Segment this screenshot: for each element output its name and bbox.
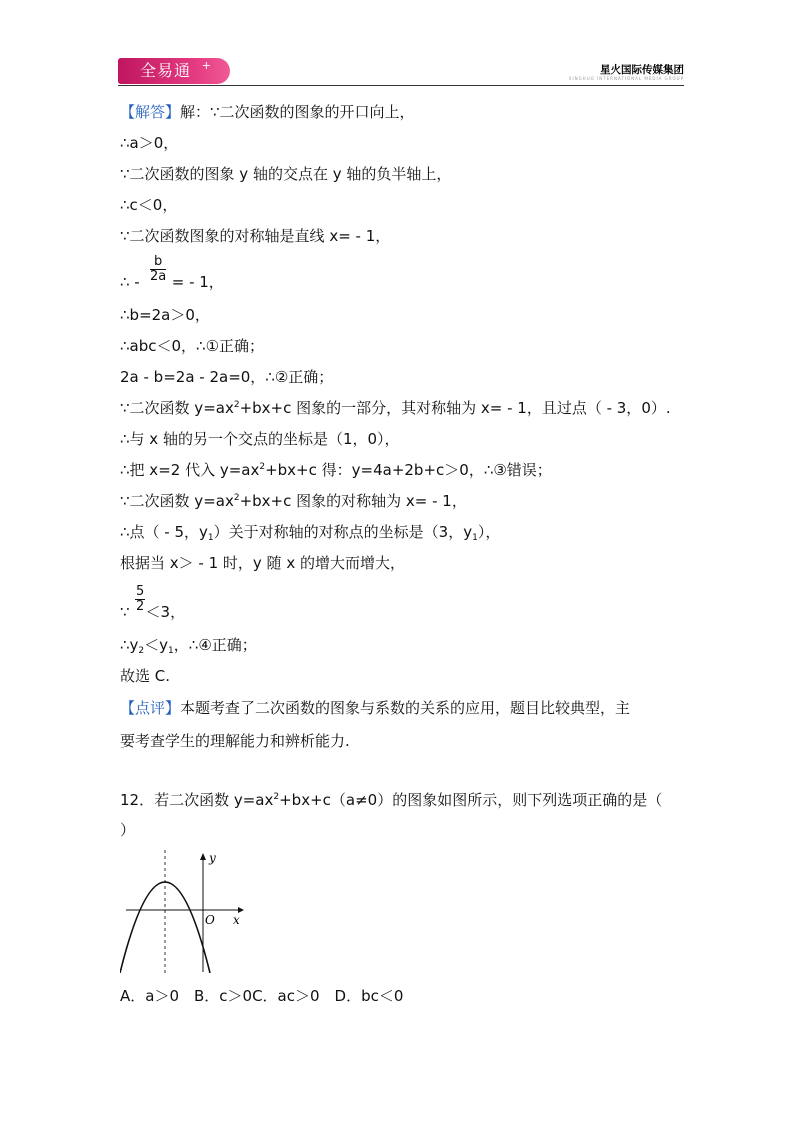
l14-sub2: 1	[472, 533, 478, 543]
solution-line-4: ∴c＜0，	[120, 196, 178, 214]
l6-prefix: ∴ -	[120, 273, 140, 291]
l14-b: ）关于对称轴的对称点的坐标是（3，y	[213, 523, 473, 541]
l10-a: ∵二次函数 y=ax	[120, 399, 234, 417]
l14-sub1: 1	[207, 533, 214, 543]
l12-sup: 2	[259, 462, 266, 472]
solution-line-1	[120, 102, 415, 122]
question-line-2: ）	[120, 821, 136, 839]
l12-a: ∴把 x=2 代入 y=ax	[120, 461, 260, 479]
frac-denominator: 2a	[150, 269, 167, 284]
l10-b: +bx+c 图象的一部分，其对称轴为 x= - 1，且过点（ - 3，0）.	[239, 399, 671, 417]
logo-text: 全易通	[140, 61, 192, 80]
answer-options: A．a＞0 B．c＞0C．ac＞0 D．bc＜0	[120, 987, 404, 1005]
l10-sup: 2	[233, 400, 240, 410]
x-axis-label: x	[233, 913, 240, 927]
fraction-b-over-2a	[150, 255, 166, 284]
solution-line-2: ∴a＞0，	[120, 134, 179, 152]
solution-line-10	[120, 398, 671, 418]
solution-line-9: 2a - b=2a - 2a=0，∴②正确；	[120, 368, 334, 386]
q-b: +bx+c（a≠0）的图象如图所示，则下列选项正确的是（	[279, 791, 663, 809]
solution-line-6	[120, 269, 224, 292]
solution-line-7: ∴b=2a＞0，	[120, 306, 210, 324]
origin-label: O	[205, 913, 215, 927]
brand-logo	[118, 58, 230, 84]
l14-a: ∴点（ - 5，y	[120, 523, 208, 541]
frac-numerator: 5	[136, 584, 145, 599]
header-rule	[118, 85, 684, 86]
fraction-5-over-2	[135, 585, 145, 614]
logo-plus: +	[201, 59, 212, 72]
review-line-2: 要考查学生的理解能力和辨析能力.	[120, 732, 350, 750]
l12-b: +bx+c 得：y=4a+2b+c＞0，∴③错误；	[265, 461, 552, 479]
page-header	[118, 56, 684, 88]
question-line-1	[120, 790, 662, 810]
l16-prefix: ∵	[120, 603, 130, 621]
l17-sub1: 2	[138, 646, 145, 656]
group-subtitle: XINGHUO INTERNATIONAL MEDIA GROUP	[568, 76, 684, 81]
solution-line-3: ∵二次函数的图象 y 轴的交点在 y 轴的负半轴上，	[120, 165, 452, 183]
l13-b: +bx+c 图象的对称轴为 x= - 1，	[239, 492, 467, 510]
l17-c: ，∴④正确；	[173, 636, 257, 654]
parabola-graph	[120, 848, 250, 973]
solution-line-8: ∴abc＜0，∴①正确；	[120, 337, 265, 355]
frac-numerator: b	[150, 255, 166, 270]
solution-line-14	[120, 522, 500, 542]
solution-line-5: ∵二次函数图象的对称轴是直线 x= - 1，	[120, 227, 391, 245]
l16-suffix: ＜3，	[145, 603, 186, 621]
review-text: 本题考查了二次函数的图象与系数的关系的应用，题目比较典型，主	[180, 699, 631, 717]
frac-denominator: 2	[136, 599, 145, 614]
l17-a: ∴y	[120, 636, 139, 654]
solution-line-15: 根据当 x＞ - 1 时，y 随 x 的增大而增大，	[120, 554, 405, 572]
review-tag: 【点评】	[120, 699, 181, 717]
solution-line-18: 故选 C.	[120, 667, 171, 685]
l17-sub2: 1	[168, 646, 174, 656]
solution-line-17	[120, 635, 257, 655]
l13-a: ∵二次函数 y=ax	[120, 492, 234, 510]
l14-c: ），	[477, 523, 501, 541]
group-name: 星火国际传媒集团	[600, 64, 684, 76]
q-a: 12．若二次函数 y=ax	[120, 791, 274, 809]
solution-line-16	[120, 599, 186, 622]
solution-line-12	[120, 460, 552, 480]
y-axis-label: y	[209, 851, 216, 865]
solution-line-13	[120, 491, 467, 511]
review-line-1	[120, 698, 630, 718]
l13-sup: 2	[233, 493, 240, 503]
q-sup: 2	[273, 792, 280, 802]
y-axis-arrow	[200, 853, 206, 860]
l17-b: ＜y	[144, 636, 169, 654]
solution-line-11: ∴与 x 轴的另一个交点的坐标是（1，0），	[120, 430, 400, 448]
solution-tag: 【解答】	[120, 103, 181, 121]
solution-text: 解：∵二次函数的图象的开口向上，	[180, 103, 415, 121]
l6-suffix: = - 1，	[171, 273, 224, 291]
